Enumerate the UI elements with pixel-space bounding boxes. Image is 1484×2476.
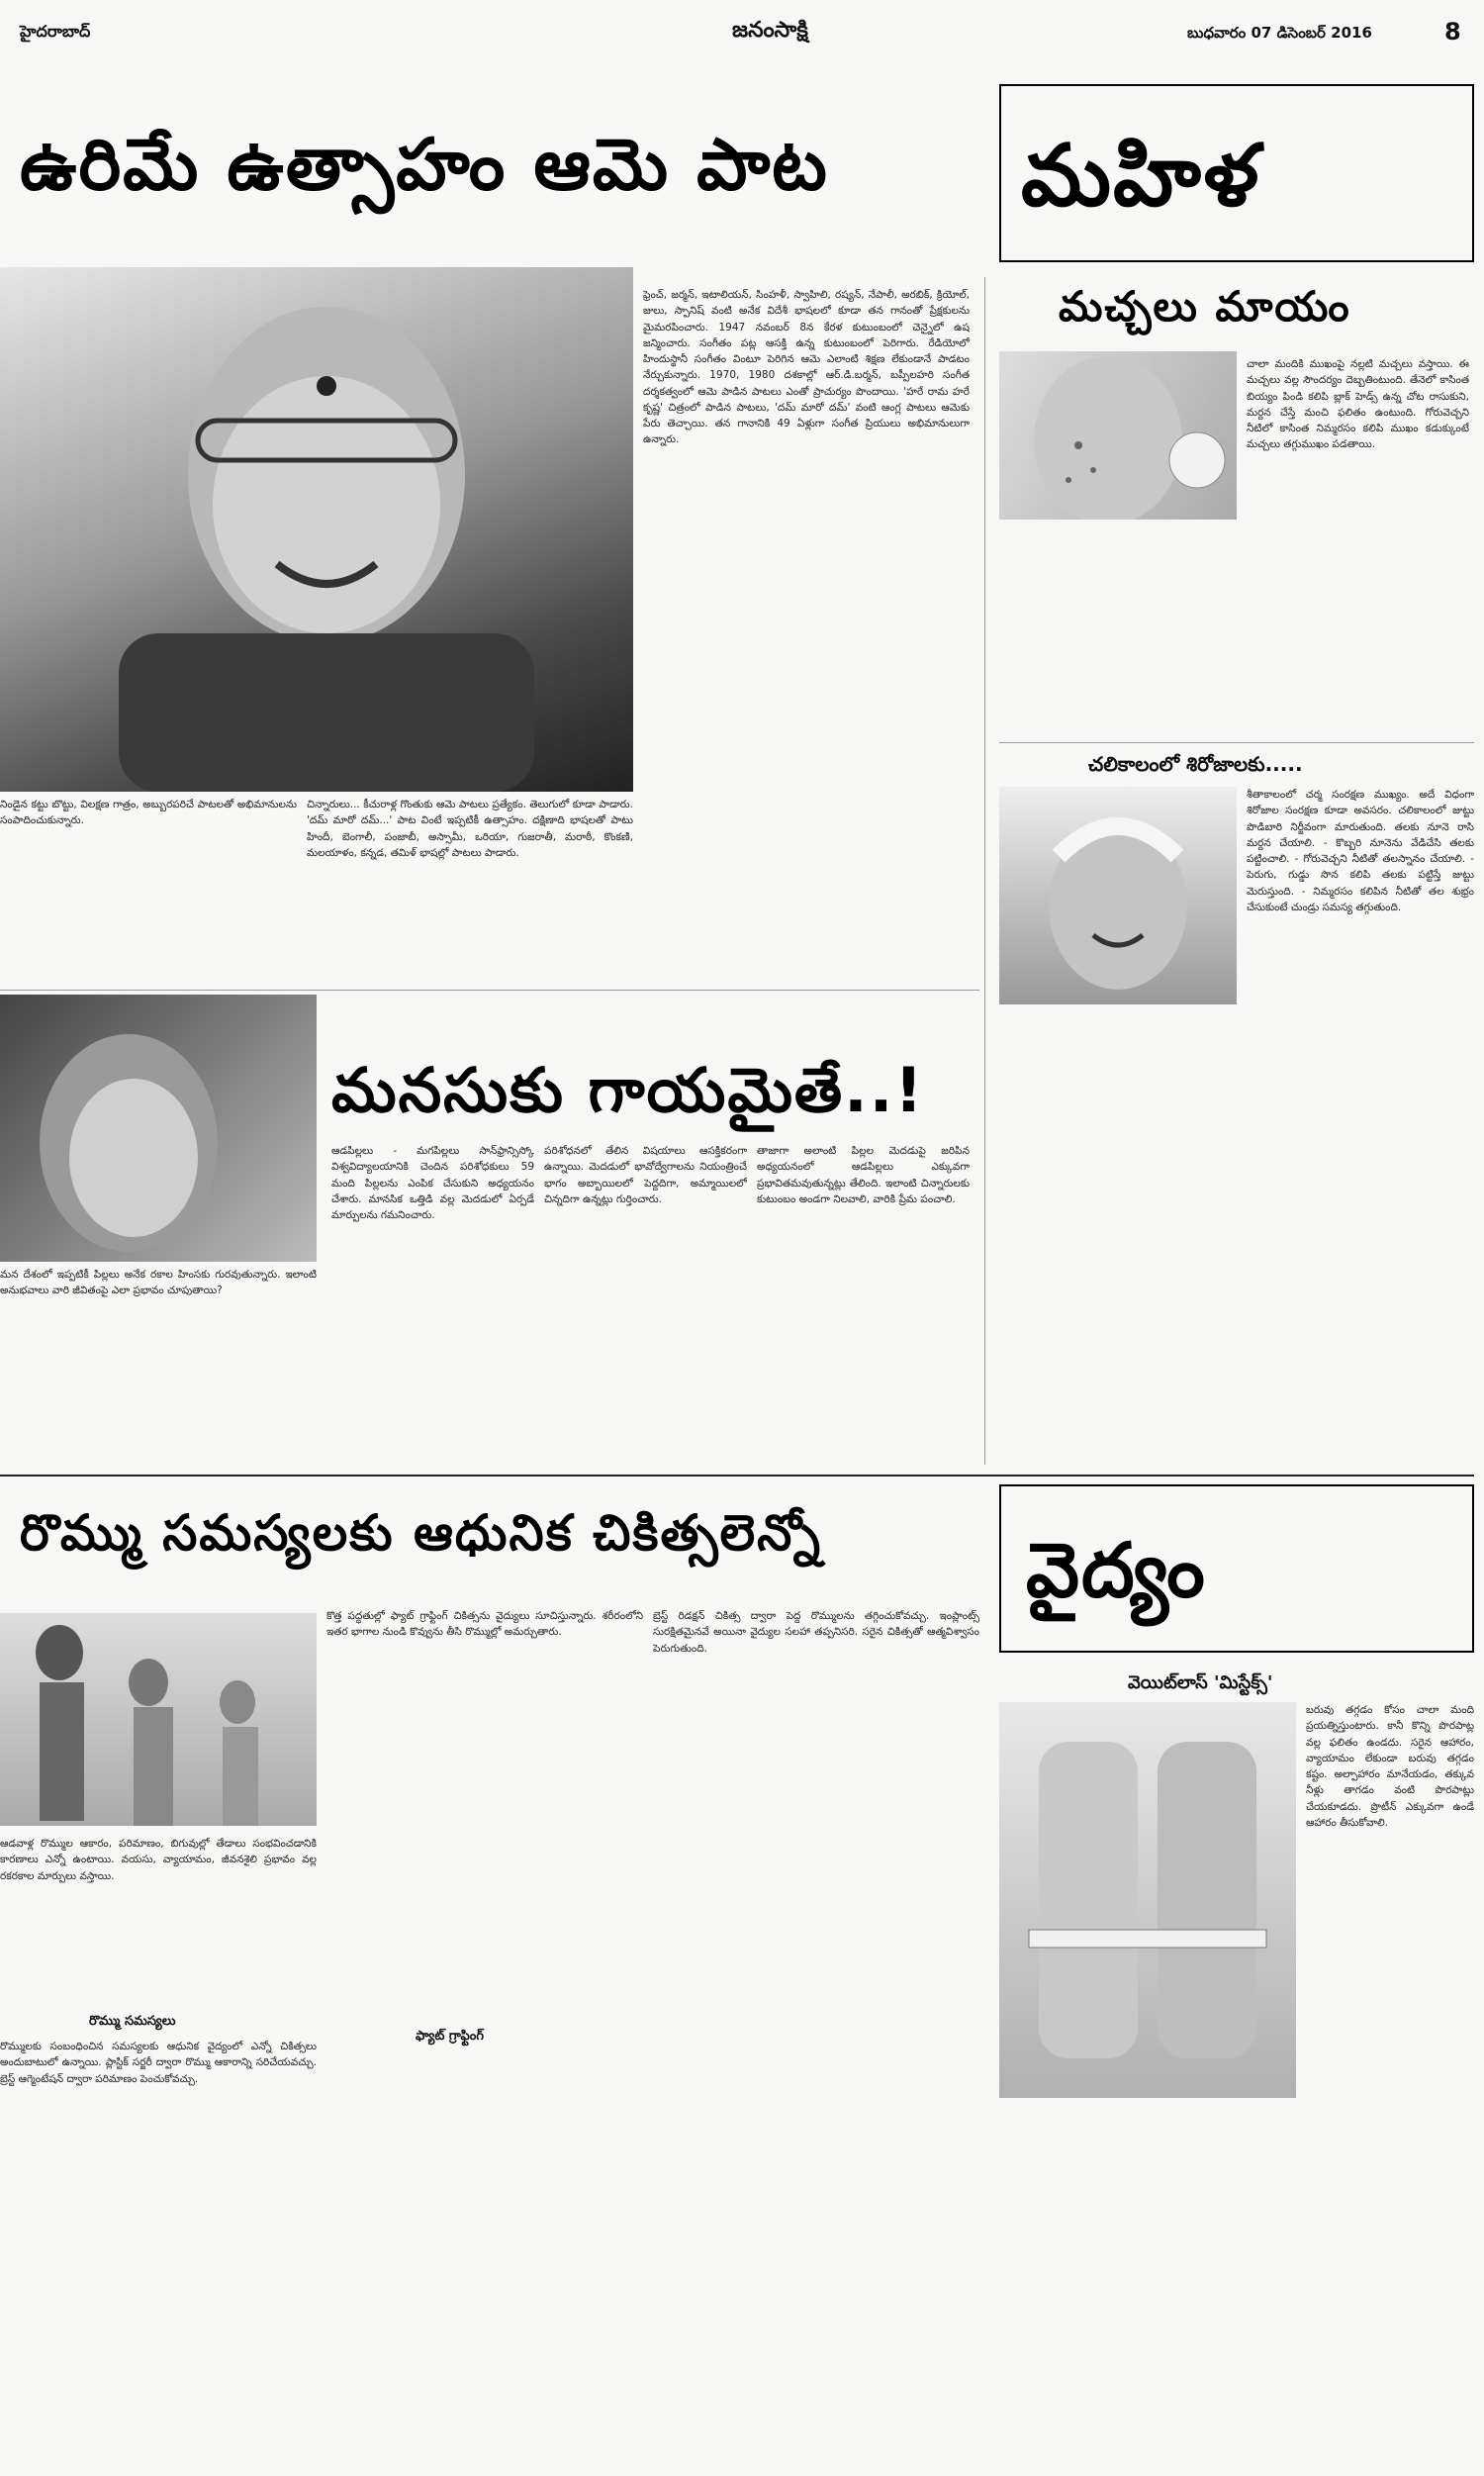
- winter-text: శీతాకాలంలో చర్మ సంరక్షణ ముఖ్యం. అదే విధంగా శిరోజాల సంరక్షణ కూడా అవసరం. చలికాలంలో జుట్టు పొడిబారి నిర్జీవంగా మారుతుంది. తలకు నూనె రాసి మర్దన చేయాలి. - కొబ్బరి నూనెను వేడిచేసి తలకు పట్టించాలి. - గోరువెచ్చని నీటితో తలస్నానం చేయాలి. - పెరుగు, గుడ్డు సొన కలిపి తలకు పట్టిస్తే జుట్టు మెరుస్తుంది. - నిమ్మరసం కలిపిన నీటితో తల శుభ్రం చేసుకుంటే చుండ్రు సమస్య తగ్గుతుంది.: [1247, 789, 1474, 913]
- usha-headline: ఉరిమే ఉత్సాహం ఆమె పాట: [20, 123, 829, 206]
- pimples-photo: [999, 351, 1237, 520]
- mind-caption: మన దేశంలో ఇప్పటికీ పిల్లలు అనేక రకాల హింసకు గురవుతున్నారు. ఇలాంటి అనుభవాలు వారి జీవితంపై ఎలా ప్రభావం చూపుతాయి?: [0, 1269, 317, 1297]
- sad-child-icon: [0, 995, 317, 1262]
- mind-col3: తాజాగా అలాంటి పిల్లల మెదడుపై జరిపిన అధ్యయనంలో ఆడపిల్లలు ఎక్కువగా ప్రభావితమవుతున్నట్లు తేలింది. ఇలాంటి చిన్నారులకు కుటుంబం అండగా నిలవాలి, వారికి ప్రేమ పంచాలి.: [757, 1145, 970, 1205]
- women-exercise-icon: [0, 1613, 317, 1826]
- measuring-tape-icon: [999, 1702, 1296, 2098]
- header-date: బుధవారం 07 డిసెంబర్ 2016: [1187, 24, 1372, 42]
- mahila-title: మహిళ: [1021, 126, 1261, 226]
- mid-rule: [0, 1475, 1474, 1476]
- page-number: 8: [1444, 18, 1461, 46]
- breast-col2: కొత్త పద్ధతుల్లో ఫ్యాట్ గ్రాఫ్టింగ్ చికిత్సను వైద్యులు సూచిస్తున్నారు. శరీరంలోని ఇతర భాగాల నుండి కొవ్వును తీసి రొమ్ముల్లో అమర్చుతారు.: [326, 1610, 643, 1639]
- weightloss-photo: [999, 1702, 1296, 2098]
- child-photo: [0, 995, 317, 1262]
- mind-col1: ఆడపిల్లలు - మగపిల్లలు సాన్‌ఫ్రాన్సిస్కో విశ్వవిద్యాలయానికి చెందిన పరిశోధకులు 59 మంది పిల్లలను ఎంపిక చేసుకుని అధ్యయనం చేశారు. మానసిక ఒత్తిడి వల్ల మెదడులో ఏర్పడే మార్పులను గమనించారు.: [331, 1145, 534, 1222]
- column-divider: [984, 277, 985, 1465]
- page-header: [20, 18, 1464, 57]
- usha-col1: చిన్నారులు... కీచురాళ్ల గొంతుకు ఆమె పాటలు ప్రత్యేకం. తెలుగులో కూడా పాడారు. 'దమ్ మారో దమ్...' పాట వింటే ఇప్పటికీ ఉత్సాహం. దక్షిణాది భాషలతో పాటు హిందీ, బెంగాలీ, పంజాబీ, అస్సామీ, ఒరియా, గుజరాతీ, మరాఠీ, కొంకణి, మలయాళం, కన్నడ, తమిళ్ భాషల్లో పాటలు పాడారు.: [307, 799, 633, 859]
- yoga-photo: [0, 1613, 317, 1826]
- top-rule: [0, 990, 979, 991]
- mind-col2: పరిశోధనలో తేలిన విషయాలు ఆసక్తికరంగా ఉన్నాయి. మెదడులో భావోద్వేగాలను నియంత్రించే భాగం అబ్బాయిలలో పెద్దదిగా, అమ్మాయిలలో చిన్నదిగా ఉన్నట్లు గుర్తించారు.: [544, 1145, 747, 1205]
- usha-col2: ఫ్రెంచ్, జర్మన్, ఇటాలియన్, సింహళీ, స్వాహిలి, రష్యన్, నేపాలీ, అరబిక్, క్రియోల్, జులు, స్పానిష్ వంటి అనేక విదేశీ భాషలలో కూడా తన గానంతో ప్రేక్షకులను మైమరపించారు. 1947 నవంబర్ 8న కేరళ కుటుంబంలో చెన్నైలో ఉష జన్మించారు. సంగీతం పట్ల ఆసక్తి ఉన్న కుటుంబంలో పెరిగారు. రేడియోలో హిందుస్థానీ సంగీతం వింటూ పెరిగిన ఆమె ఎలాంటి శిక్షణ లేకుండానే పాడటం నేర్చుకున్నారు. 1970, 1980 దశకాల్లో ఆర్.డి.బర్మన్, బప్పీలహరి సంగీత దర్శకత్వంలో ఆమె పాడిన పాటలు ఎంతో ప్రాచుర్యం పొందాయి. 'హరే రామ హరే కృష్ణ' చిత్రంలో పాడిన పాటలు, 'దమ్ మారో దమ్' వంటి ఆంగ్ల పాటలు ఆమెకు పేరు తెచ్చాయి. తన గానానికి 49 ఏళ్లుగా సంగీత ప్రియులు అభిమానులుగా ఉన్నారు.: [643, 289, 970, 446]
- weightloss-text: బరువు తగ్గడం కోసం చాలా మంది ప్రయత్నిస్తుంటారు. కానీ కొన్ని పొరపాట్ల వల్ల ఫలితం ఉండదు. సరైన ఆహారం, వ్యాయామం లేకుండా బరువు తగ్గడం కష్టం. అల్పాహారం మానేయడం, తక్కువ నీళ్లు తాగడం వంటి పొరపాట్లు చేయకూడదు. ప్రొటీన్ ఎక్కువగా ఉండే ఆహారం తీసుకోవాలి.: [1306, 1704, 1474, 1829]
- breast-col1: రొమ్ములకు సంబంధించిన సమస్యలకు ఆధునిక వైద్యంలో ఎన్నో చికిత్సలు అందుబాటులో ఉన్నాయి. ప్లాస్టిక్ సర్జరీ ద్వారా రొమ్ము ఆకారాన్ని సరిచేయవచ్చు. బ్రెస్ట్ ఆగ్మెంటేషన్ ద్వారా పరిమాణం పెంచుకోవచ్చు.: [0, 2041, 317, 2085]
- pimples-text: చాలా మందికి ముఖంపై నల్లటి మచ్చలు వస్తాయి. ఈ మచ్చలు వల్ల సౌందర్యం దెబ్బతింటుంది. తేనెలో కాసింత బియ్యం పిండి కలిపి బ్లాక్ హెడ్స్ ఉన్న చోట రాసుకుని, మర్దన చేస్తే మంచి ఫలితం ఉంటుంది. గోరువెచ్చని నీటిలో కాసింత నిమ్మరసం కలిపి ముఖం కడుక్కుంటే మచ్చలు తగ్గుముఖం పడతాయి.: [1247, 358, 1469, 451]
- header-logo: జనంసాక్షి: [732, 18, 808, 43]
- fat-graft-subhead: ఫ్యాట్ గ్రాఫ్టింగ్: [416, 2029, 484, 2044]
- breast-intro: ఆడవాళ్ల రొమ్ముల ఆకారం, పరిమాణం, బిగువుల్లో తేడాలు సంభవించడానికి కారణాలు ఎన్నో ఉంటాయి. వయసు, వ్యాయామం, జీవనశైలి ప్రభావం వల్ల రకరకాల మార్పులు వస్తాయి.: [0, 1838, 317, 1882]
- weightloss-headline: వెయిట్‌లాస్ 'మిస్టేక్స్': [1128, 1672, 1273, 1693]
- usha-caption: నిండైన కట్టు బొట్టు, విలక్షణ గాత్రం, అబ్బురపరిచే పాటలతో అభిమానులను సంపాదించుకున్నారు.: [0, 799, 297, 827]
- breast-headline: రొమ్ము సమస్యలకు ఆధునిక చికిత్సలెన్నో: [20, 1504, 822, 1562]
- pimples-headline: మచ్చలు మాయం: [1059, 282, 1351, 331]
- vaidyam-title: వైద్యం: [1026, 1526, 1207, 1614]
- usha-photo: [0, 267, 633, 792]
- breast-col3: బ్రెస్ట్ రిడక్షన్ చికిత్స ద్వారా పెద్ద రొమ్ములను తగ్గించుకోవచ్చు. ఇంప్లాంట్స్ సురక్షితమైనవే అయినా వైద్యుల సలహా తప్పనిసరి. సరైన చికిత్సతో ఆత్మవిశ్వాసం పెరుగుతుంది.: [653, 1610, 979, 1655]
- mind-headline: మనసుకు గాయమైతే..!: [331, 1054, 925, 1126]
- section-divider: [999, 742, 1474, 743]
- face-cleansing-icon: [999, 351, 1237, 520]
- breast-subhead: రొమ్ము సమస్యలు: [89, 2014, 176, 2029]
- header-city: హైదరాబాద్: [20, 22, 91, 41]
- mahila-banner: [999, 84, 1474, 262]
- singer-portrait-icon: [0, 267, 633, 792]
- vaidyam-banner: [999, 1484, 1474, 1653]
- winter-headline: చలికాలంలో శిరోజాలకు.....: [1088, 752, 1303, 776]
